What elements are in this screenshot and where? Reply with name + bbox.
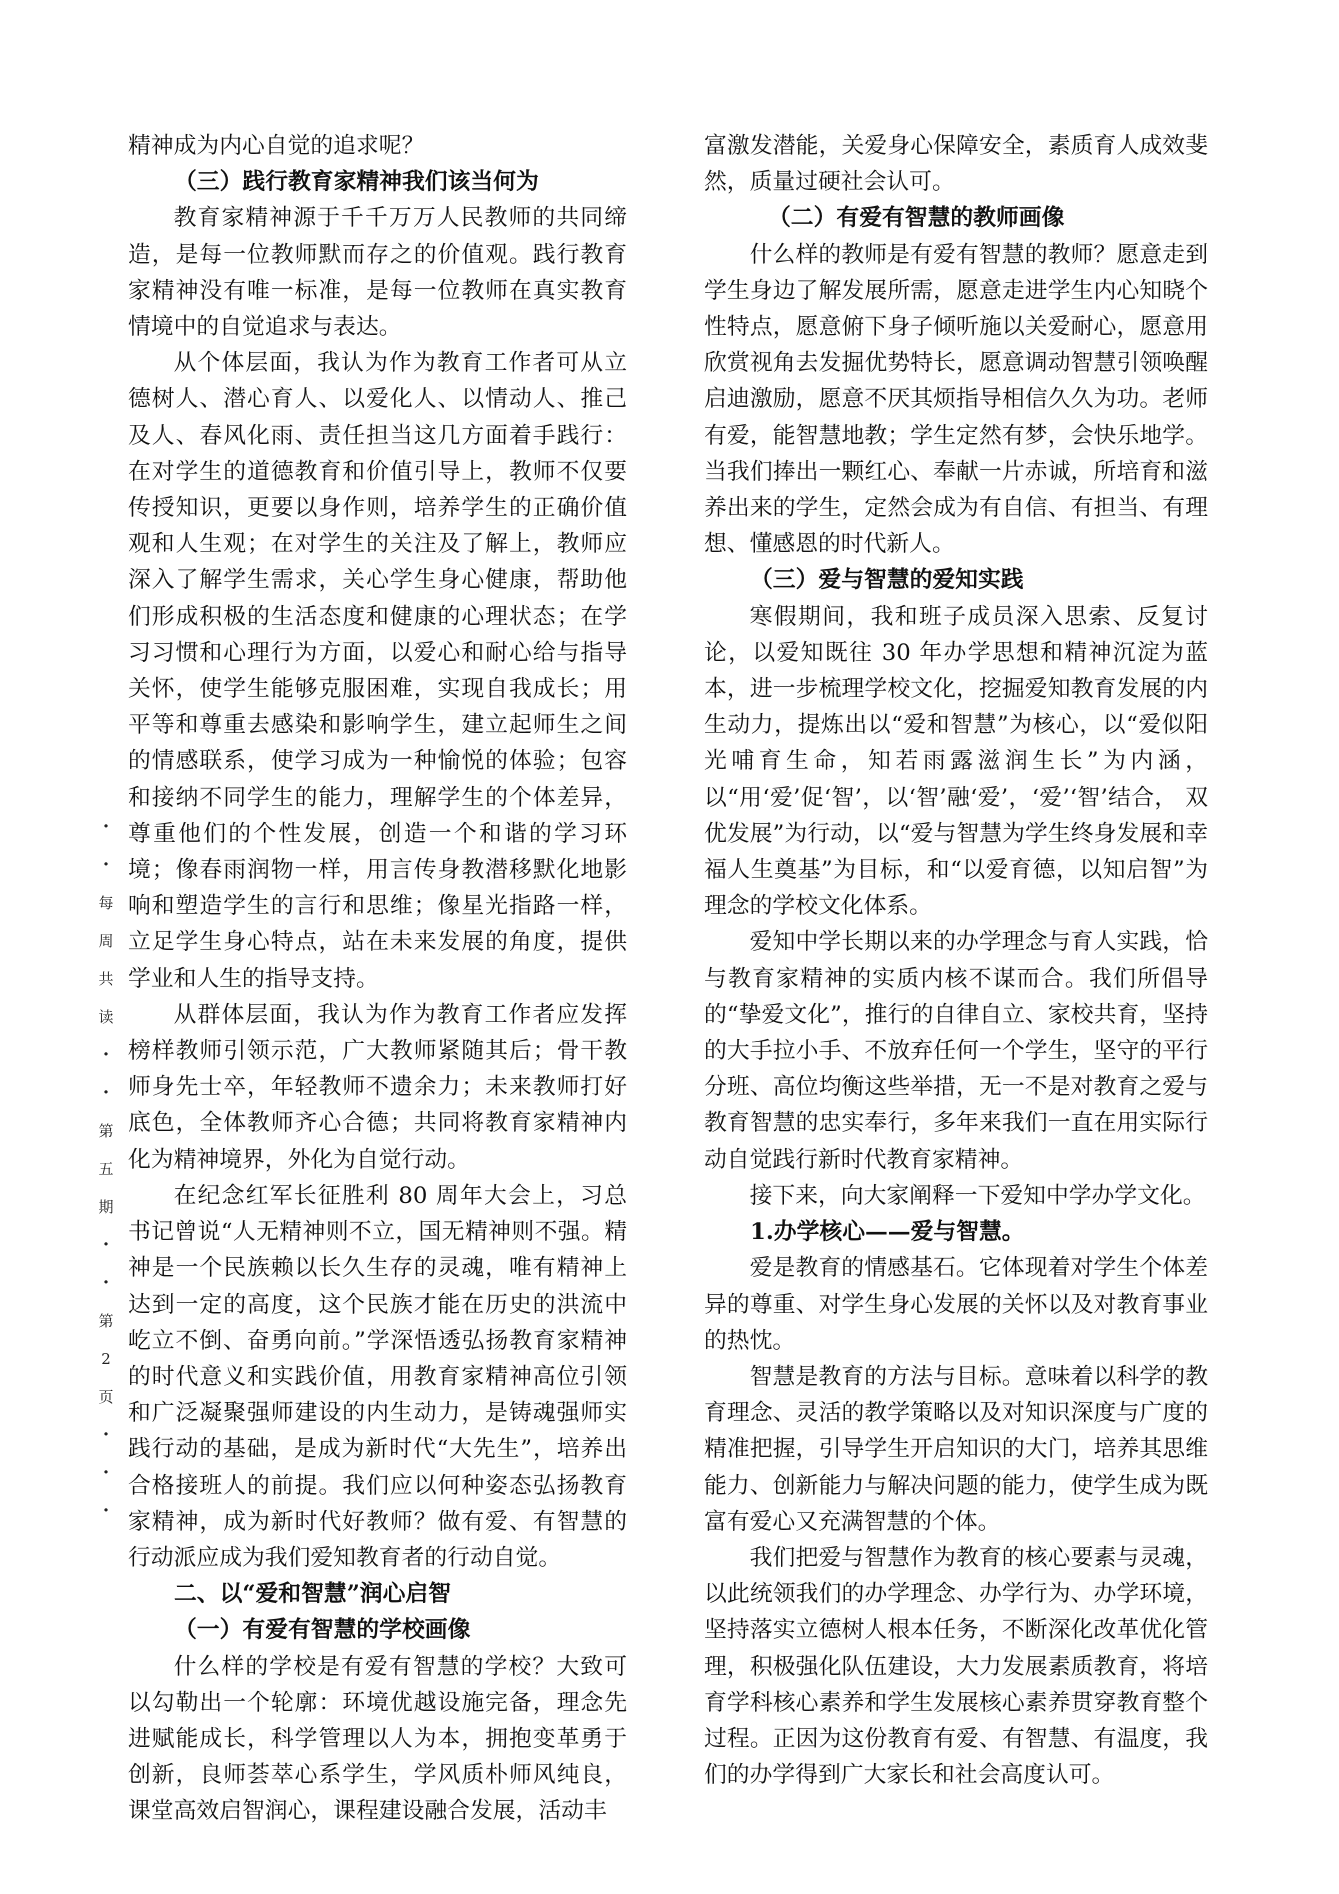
margin-dot: · bbox=[102, 1082, 110, 1103]
margin-char: 共 bbox=[98, 970, 114, 988]
margin-char: 第 bbox=[98, 1312, 114, 1330]
paragraph: 什么样的教师是有爱有智慧的教师？愿意走到学生身边了解发展所需，愿意走进学生内心知晓个性特点，愿意俯下身子倾听施以关爱耐心，愿意用欣赏视角去发掘优势特长，愿意调动智慧引领唤醒启迪激励，愿意不厌其烦指导相信久久为功。老师有爱，能智慧地教；学生定然有梦，会快乐地学。当我们捧出一颗红心、奉献一片赤诚，所培育和滋养出来的学生，定然会成为有自信、有担当、有理想、懂感恩的时代新人。 bbox=[704, 241, 1208, 558]
margin-char: 第 bbox=[98, 1122, 114, 1140]
margin-dot: · bbox=[102, 854, 110, 875]
left-column bbox=[128, 128, 627, 1830]
margin-dot: · bbox=[102, 1234, 110, 1255]
margin-dot: · bbox=[102, 1044, 110, 1065]
paragraph: 智慧是教育的方法与目标。意味着以科学的教育理念、灵活的教学策略以及对知识深度与广度的精准把握，引导学生开启知识的大门，培养其思维能力、创新能力与解决问题的能力，使学生成为既富有爱心又充满智慧的个体。 bbox=[704, 1363, 1208, 1535]
margin-dot: · bbox=[102, 1462, 110, 1483]
right-column bbox=[704, 128, 1208, 1793]
paragraph: 教育家精神源于千千万万人民教师的共同缔造，是每一位教师默而存之的价值观。践行教育家精神没有唯一标准，是每一位教师在真实教育情境中的自觉追求与表达。 bbox=[128, 205, 627, 341]
paragraph: 爱是教育的情感基石。它体现着对学生个体差异的尊重、对学生身心发展的关怀以及对教育事业的热忱。 bbox=[704, 1255, 1208, 1354]
margin-char: 周 bbox=[98, 932, 114, 950]
paragraph: 富激发潜能，关爱身心保障安全，素质育人成效斐然，质量过硬社会认可。 bbox=[704, 133, 1208, 196]
margin-char: 读 bbox=[98, 1008, 114, 1026]
margin-dot: · bbox=[102, 1272, 110, 1293]
paragraph: 寒假期间，我和班子成员深入思索、反复讨论，以爱知既往 30 年办学思想和精神沉淀为蓝本，进一步梳理学校文化，挖掘爱知教育发展的内生动力，提炼出以“爱和智慧”为核心，以“爱似阳光哺育生命，知若雨露滋润生长”为内涵，以“用‘爱’促‘智’，以‘智’融‘爱’，‘爱’‘智’结合， 双优发展”为行动，以“爱与智慧为学生终身发展和幸福人生奠基”为目标，和“以爱育德，以知启智”为理念的学校文化体系。 bbox=[704, 603, 1208, 920]
margin-char: 期 bbox=[98, 1198, 114, 1216]
margin-dot: · bbox=[102, 816, 110, 837]
section-heading: （三）爱与智慧的爱知实践 bbox=[750, 567, 1024, 594]
paragraph: 爱知中学长期以来的办学理念与育人实践，恰与教育家精神的实质内核不谋而合。我们所倡导的“挚爱文化”，推行的自律自立、家校共育，坚持的大手拉小手、不放弃任何一个学生，坚守的平行分班、高位均衡这些举措，无一不是对教育之爱与教育智慧的忠实奉行，多年来我们一直在用实际行动自觉践行新时代教育家精神。 bbox=[704, 929, 1208, 1173]
paragraph: 精神成为内心自觉的追求呢？ bbox=[128, 133, 425, 159]
paragraph: 从个体层面，我认为作为教育工作者可从立德树人、潜心育人、以爱化人、以情动人、推己及人、春风化雨、责任担当这几方面着手践行：在对学生的道德教育和价值引导上，教师不仅要传授知识，更要以身作则，培养学生的正确价值观和人生观；在对学生的关注及了解上，教师应深入了解学生需求，关心学生身心健康，帮助他们形成积极的生活态度和健康的心理状态；在学习习惯和心理行为方面，以爱心和耐心给与指导关怀，使学生能够克服困难，实现自我成长；用平等和尊重去感染和影响学生，建立起师生之间的情感联系，使学习成为一种愉悦的体验；包容和接纳不同学生的能力，理解学生的个体差异，尊重他们的个性发展，创造一个和谐的学习环境；像春雨润物一样，用言传身教潜移默化地影响和塑造学生的言行和思维；像星光指路一样，立足学生身心特点，站在未来发展的角度，提供学业和人生的指导支持。 bbox=[128, 350, 627, 992]
subsection-heading: 1.办学核心——爱与智慧。 bbox=[750, 1219, 1025, 1246]
margin-dot: · bbox=[102, 1424, 110, 1445]
paragraph: 我们把爱与智慧作为教育的核心要素与灵魂，以此统领我们的办学理念、办学行为、办学环境，坚持落实立德树人根本任务，不断深化改革优化管理，积极强化队伍建设，大力发展素质教育，将培育学科核心素养和学生发展核心素养贯穿教育整个过程。正因为这份教育有爱、有智慧、有温度，我们的办学得到广大家长和社会高度认可。 bbox=[704, 1544, 1208, 1789]
section-heading: （一）有爱有智慧的学校画像 bbox=[174, 1617, 471, 1644]
margin-char: 页 bbox=[98, 1388, 114, 1406]
paragraph: 在纪念红军长征胜利 80 周年大会上，习总书记曾说“人无精神则不立，国无精神则不强。精神是一个民族赖以长久生存的灵魂，唯有精神上达到一定的高度，这个民族才能在历史的洪流中屹立不倒、奋勇向前。”学深悟透弘扬教育家精神的时代意义和实践价值，用教育家精神高位引领和广泛凝聚强师建设的内生动力，是铸魂强师实践行动的基础，是成为新时代“大先生”，培养出合格接班人的前提。我们应以何种姿态弘扬教育家精神，成为新时代好教师？做有爱、有智慧的行动派应成为我们爱知教育者的行动自觉。 bbox=[128, 1182, 627, 1571]
chapter-heading: 二、以“爱和智慧”润心启智 bbox=[174, 1581, 451, 1608]
margin-dot: · bbox=[102, 1500, 110, 1521]
paragraph: 从群体层面，我认为作为教育工作者应发挥榜样教师引领示范，广大教师紧随其后；骨干教师身先士卒，年轻教师不遗余力；未来教师打好底色，全体教师齐心合德；共同将教育家精神内化为精神境界，外化为自觉行动。 bbox=[128, 1001, 627, 1173]
margin-char: 每 bbox=[98, 894, 114, 912]
paragraph: 什么样的学校是有爱有智慧的学校？大致可以勾勒出一个轮廓：环境优越设施完备，理念先进赋能成长，科学管理以人为本，拥抱变革勇于创新，良师荟萃心系学生，学风质朴师风纯良，课堂高效启智润心，课程建设融合发展，活动丰 bbox=[128, 1653, 627, 1825]
margin-char: 2 bbox=[101, 1350, 111, 1368]
margin-binding-label bbox=[88, 808, 124, 1530]
section-heading: （三）践行教育家精神我们该当何为 bbox=[174, 169, 539, 196]
margin-char: 五 bbox=[98, 1160, 114, 1178]
section-heading: （二）有爱有智慧的教师画像 bbox=[768, 205, 1065, 232]
paragraph: 接下来，向大家阐释一下爱知中学办学文化。 bbox=[749, 1182, 1206, 1209]
